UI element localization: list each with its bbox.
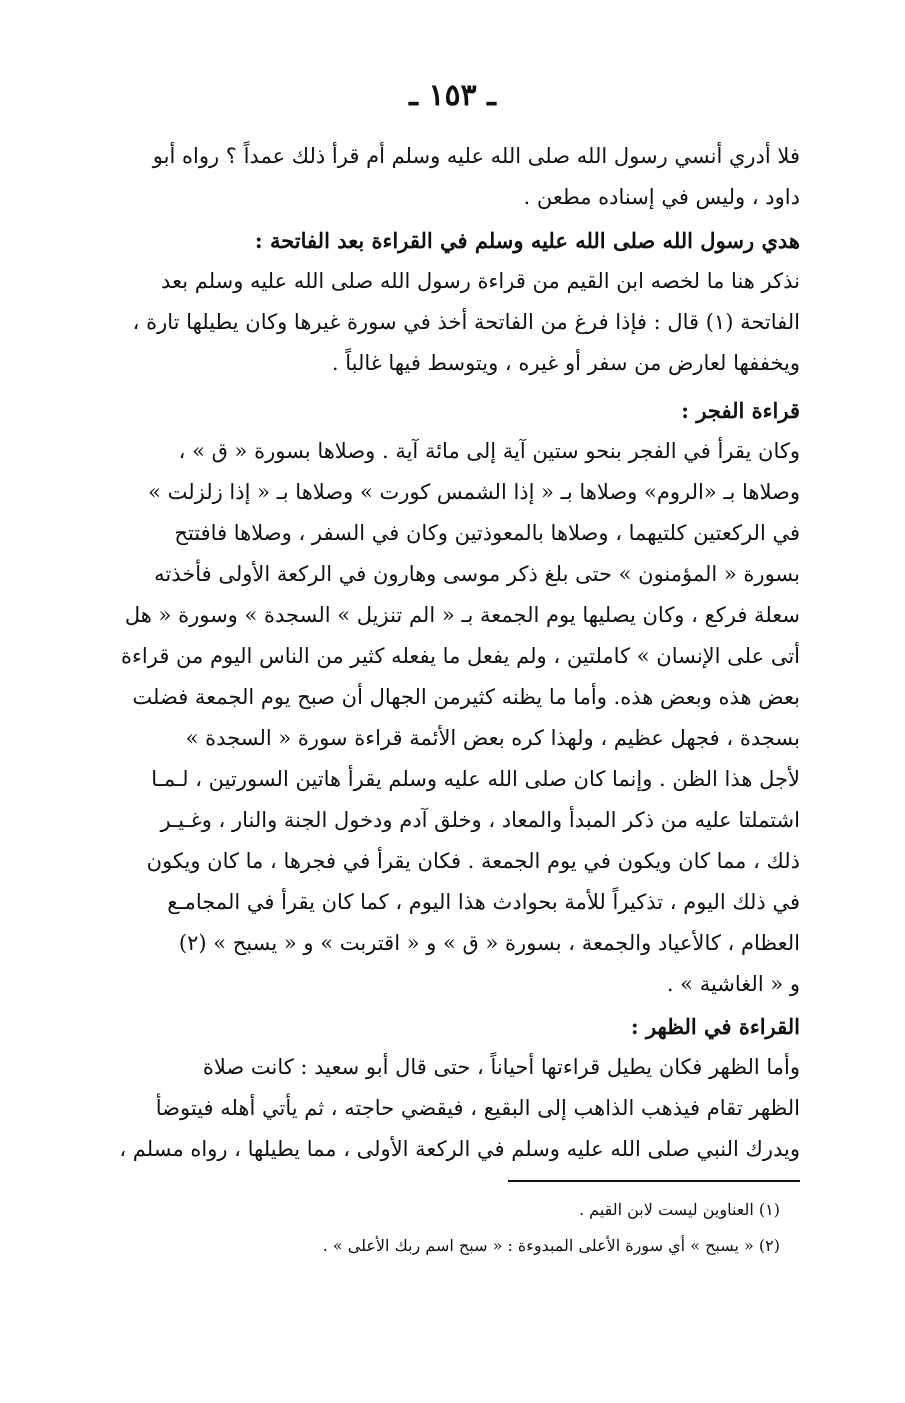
paragraph-line: الظهر تقام فيذهب الذاهب إلى البقيع ، فيقضي حاجته ، ثم يأتي أهله فيتوضأ bbox=[155, 1096, 800, 1120]
paragraph-line: وأما الظهر فكان يطيل قراءتها أحياناً ، حتى قال أبو سعيد : كانت صلاة bbox=[202, 1055, 800, 1079]
paragraph-line: ويخففها لعارض من سفر أو غيره ، ويتوسط فيها غالباً . bbox=[331, 351, 800, 375]
paragraph-line: الفاتحة (١) قال : فإذا فرغ من الفاتحة أخذ في سورة غيرها وكان يطيلها تارة ، bbox=[132, 310, 800, 334]
paragraph-line: في ذلك اليوم ، تذكيراً للأمة بحوادث هذا اليوم ، كما كان يقرأ في المجامـع bbox=[167, 890, 800, 914]
paragraph-line: سعلة فركع ، وكان يصليها يوم الجمعة بـ « الم تنزيل » السجدة » وسورة « هل bbox=[124, 603, 800, 627]
intro-line: فلا أدري أنسي رسول الله صلى الله عليه وسلم أم قرأ ذلك عمداً ؟ رواه أبو bbox=[152, 144, 800, 168]
paragraph-line: و « الغاشية » . bbox=[666, 972, 800, 996]
section-dhuhr-recitation bbox=[104, 1006, 800, 1170]
paragraph-line: ويدرك النبي صلى الله عليه وسلم في الركعة الأولى ، مما يطيلها ، رواه مسلم ، bbox=[119, 1137, 800, 1161]
footnote-1: (١) العناوين ليست لابن القيم . bbox=[578, 1200, 780, 1219]
intro-paragraph bbox=[104, 136, 800, 218]
section-heading: هدي رسول الله صلى الله عليه وسلم في القراءة بعد الفاتحة : bbox=[254, 228, 800, 253]
paragraph-line: أتى على الإنسان » كاملتين ، ولم يفعل ما يفعله كثير من الناس اليوم من قراءة bbox=[121, 644, 800, 668]
section-heading: قراءة الفجر : bbox=[681, 398, 800, 423]
footnote-2: (٢) « يسبح » أي سورة الأعلى المبدوءة : « سبح اسم ربك الأعلى » . bbox=[322, 1236, 780, 1255]
paragraph-line: وصلاها بـ «الروم» وصلاها بـ « إذا الشمس كورت » وصلاها بـ « إذا زلزلت » bbox=[148, 480, 800, 504]
page-number: ـ ١٥٣ ـ bbox=[409, 78, 496, 113]
paragraph-line: ذلك ، مما كان ويكون في يوم الجمعة . فكان يقرأ في فجرها ، ما كان ويكون bbox=[146, 849, 800, 873]
paragraph-line: وكان يقرأ في الفجر بنحو ستين آية إلى مائة آية . وصلاها بسورة « ق » ، bbox=[178, 439, 800, 463]
paragraph-line: نذكر هنا ما لخصه ابن القيم من قراءة رسول الله صلى الله عليه وسلم بعد bbox=[161, 269, 800, 293]
paragraph-line: في الركعتين كلتيهما ، وصلاها بالمعوذتين وكان في السفر ، وصلاها فافتتح bbox=[174, 521, 800, 545]
paragraph-line: اشتملتا عليه من ذكر المبدأ والمعاد ، وخلق آدم ودخول الجنة والنار ، وغـيـر bbox=[160, 808, 800, 832]
footnote-divider bbox=[508, 1180, 800, 1182]
paragraph-line: بعض هذه وبعض هذه. وأما ما يظنه كثيرمن الجهال أن صبح يوم الجمعة فضلت bbox=[132, 685, 800, 709]
paragraph-line: العظام ، كالأعياد والجمعة ، بسورة « ق » و « اقتربت » و « يسبح » (٢) bbox=[178, 931, 800, 955]
intro-line: داود ، وليس في إسناده مطعن . bbox=[523, 185, 800, 209]
section-recitation-after-fatiha bbox=[104, 220, 800, 384]
section-fajr-recitation bbox=[104, 390, 800, 1005]
paragraph-line: بسورة « المؤمنون » حتى بلغ ذكر موسى وهارون في الركعة الأولى فأخذته bbox=[154, 562, 800, 586]
paragraph-line: بسجدة ، فجهل عظيم ، ولهذا كره بعض الأئمة قراءة سورة « السجدة » bbox=[185, 726, 800, 750]
section-heading: القراءة في الظهر : bbox=[630, 1014, 800, 1039]
paragraph-line: لأجل هذا الظن . وإنما كان صلى الله عليه وسلم يقرأ هاتين السورتين ، لـمـا bbox=[151, 767, 800, 791]
footnotes bbox=[104, 1192, 780, 1264]
